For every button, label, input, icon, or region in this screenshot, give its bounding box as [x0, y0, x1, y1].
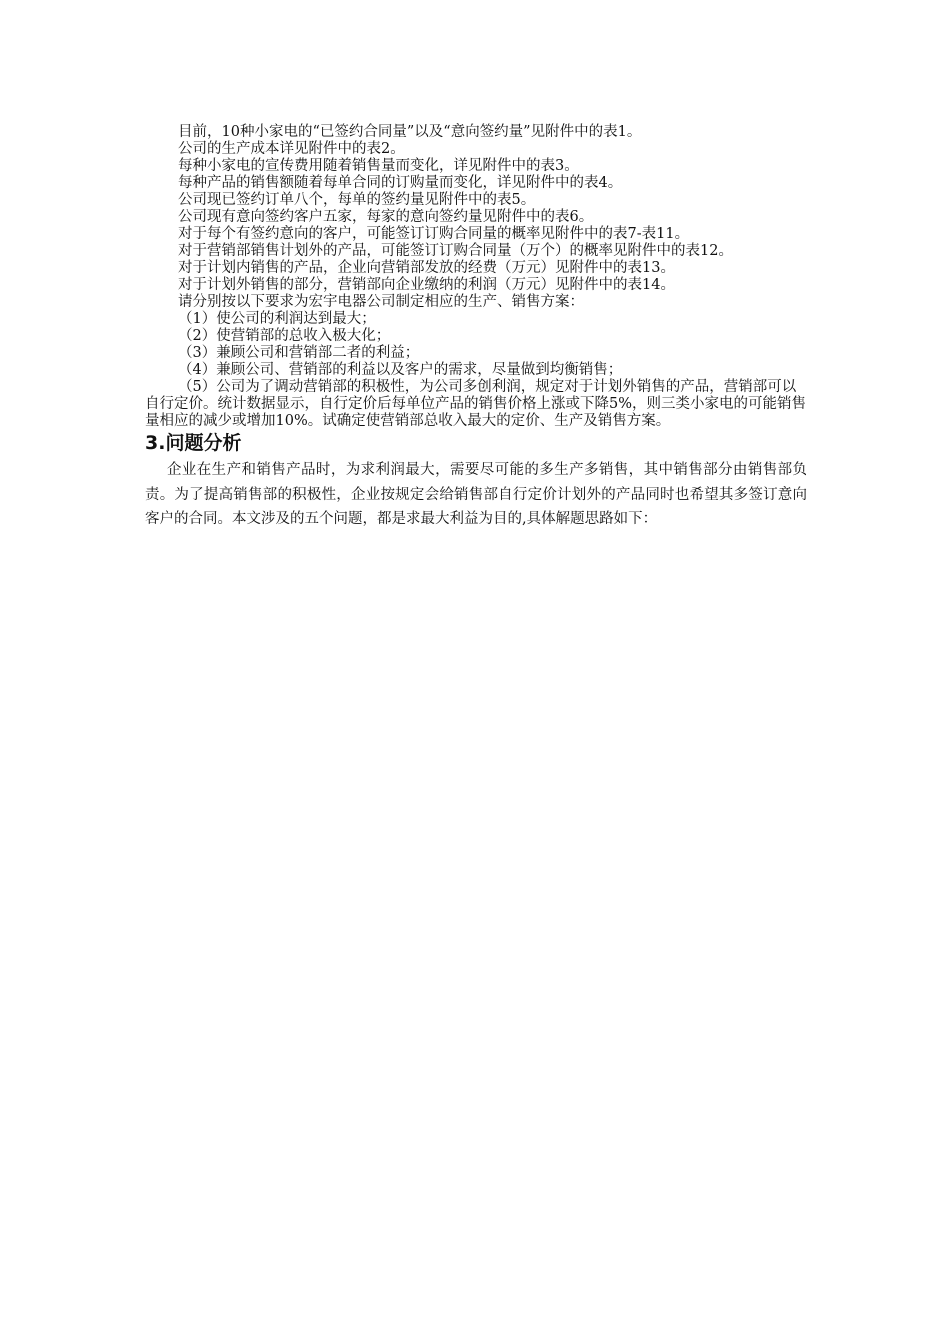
requirement-item-5: （5）公司为了调动营销部的积极性，为公司多创利润，规定对于计划外销售的产品，营销部可以自行定价。统计数据显示，自行定价后每单位产品的销售价格上涨或下降5%，则三类小家电的可能销售量相应的减少或增加10%。试确定使营销部总收入最大的定价、生产及销售方案。 [145, 379, 806, 429]
paragraph-sales-amount: 每种产品的销售额随着每单合同的订购量而变化，详见附件中的表4。 [178, 175, 623, 191]
paragraph-intent-customers: 公司现有意向签约客户五家，每家的意向签约量见附件中的表6。 [178, 209, 594, 225]
paragraph-unplanned-probability: 对于营销部销售计划外的产品，可能签订订购合同量（万个）的概率见附件中的表12。 [178, 243, 733, 259]
paragraph-contract-volume: 目前，10种小家电的“已签约合同量”以及“意向签约量”见附件中的表1。 [178, 124, 642, 140]
requirement-item-4: （4）兼顾公司、营销部的利益以及客户的需求，尽量做到均衡销售； [178, 362, 623, 378]
paragraph-requirements-intro: 请分别按以下要求为宏宇电器公司制定相应的生产、销售方案： [178, 294, 584, 310]
analysis-paragraph: 企业在生产和销售产品时，为求利润最大，需要尽可能的多生产多销售，其中销售部分由销售部负责。为了提高销售部的积极性，企业按规定会给销售部自行定价计划外的产品同时也希望其多签订意向客户的合同。本文涉及的五个问题，都是求最大利益为目的,具体解题思路如下： [145, 462, 807, 527]
paragraph-planned-funding: 对于计划内销售的产品，企业向营销部发放的经费（万元）见附件中的表13。 [178, 260, 675, 276]
section-heading: 3.问题分析 [145, 432, 242, 454]
requirement-item-2: （2）使营销部的总收入极大化； [178, 328, 391, 344]
paragraph-signed-orders: 公司现已签约订单八个，每单的签约量见附件中的表5。 [178, 192, 536, 208]
paragraph-production-cost: 公司的生产成本详见附件中的表2。 [178, 141, 405, 157]
requirement-item-1: （1）使公司的利润达到最大； [178, 311, 376, 327]
requirement-item-3: （3）兼顾公司和营销部二者的利益； [178, 345, 420, 361]
paragraph-probability-tables: 对于每个有签约意向的客户，可能签订订购合同量的概率见附件中的表7-表11。 [178, 226, 690, 242]
paragraph-unplanned-profit: 对于计划外销售的部分，营销部向企业缴纳的利润（万元）见附件中的表14。 [178, 277, 675, 293]
paragraph-advertising-cost: 每种小家电的宣传费用随着销售量而变化，详见附件中的表3。 [178, 158, 579, 174]
document-page [145, 124, 807, 532]
